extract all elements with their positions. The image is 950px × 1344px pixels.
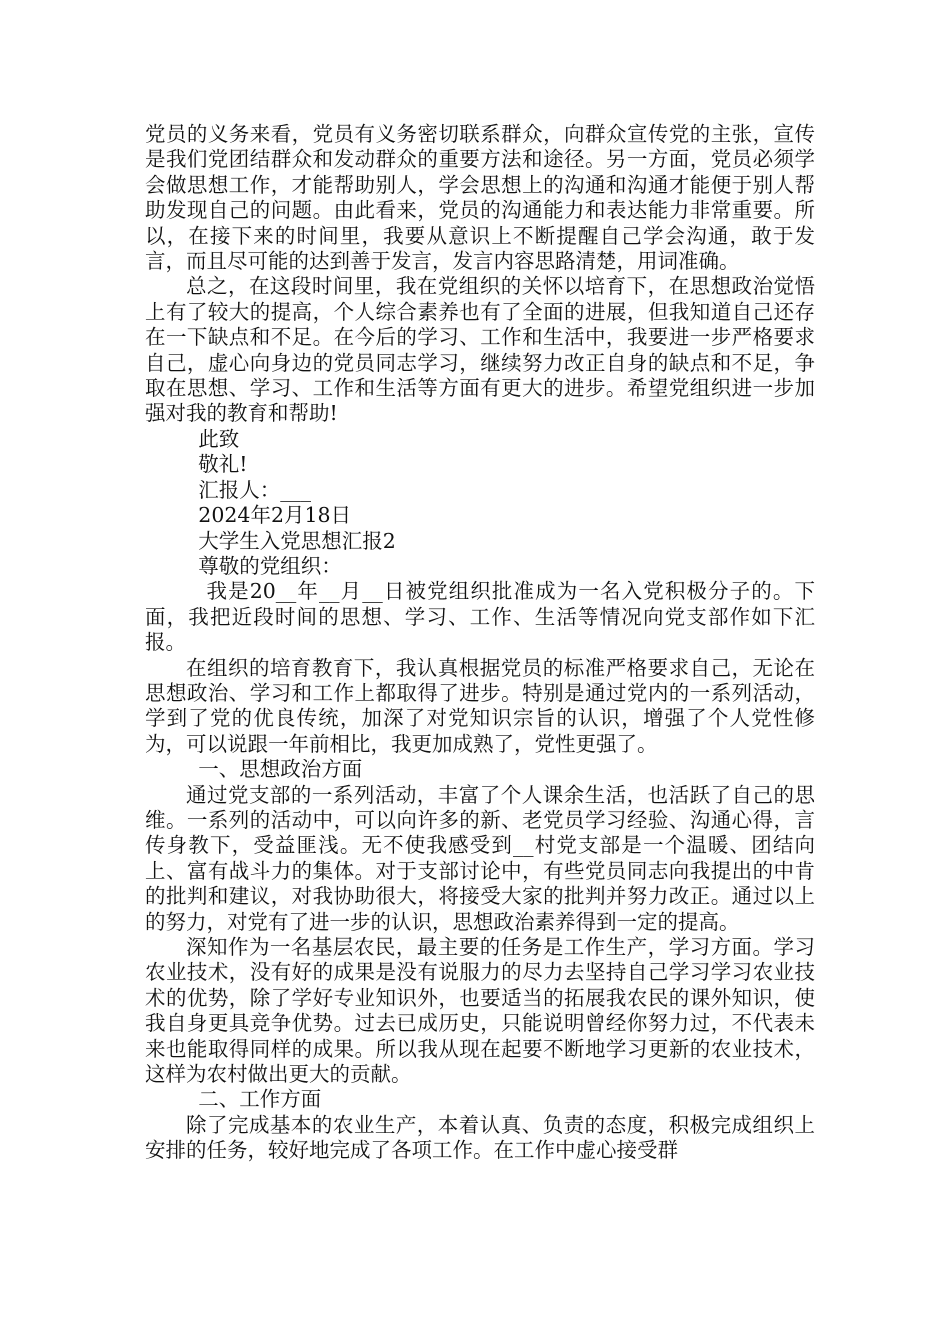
document-page	[145, 122, 815, 1164]
paragraph-work: 除了完成基本的农业生产，本着认真、负责的态度，积极完成组织上安排的任务，较好地完成了各项工作。在工作中虚心接受群	[145, 1112, 815, 1163]
heading-work: 二、工作方面	[198, 1087, 322, 1112]
heading-political: 一、思想政治方面	[198, 757, 363, 782]
reporter-line: 汇报人：___	[198, 477, 312, 502]
paragraph-duty: 党员的义务来看，党员有义务密切联系群众，向群众宣传党的主张，宣传是我们党团结群众和发动群众的重要方法和途径。另一方面，党员必须学会做思想工作，才能帮助别人，学会思想上的沟通和沟通才能便于别人帮助发现自己的问题。由此看来，党员的沟通能力和表达能力非常重要。所以，在接下来的时间里，我要从意识上不断提醒自己学会沟通，敢于发言，而且尽可能的达到善于发言，发言内容思路清楚，用词准确。	[145, 122, 815, 274]
paragraph-summary: 总之，在这段时间里，我在党组织的关怀以培育下，在思想政治觉悟上有了较大的提高，个人综合素养也有了全面的进展，但我知道自己还存在一下缺点和不足。在今后的学习、工作和生活中，我要进一步严格要求自己，虚心向身边的党员同志学习，继续努力改正自身的缺点和不足，争取在思想、学习、工作和生活等方面有更大的进步。希望党组织进一步加强对我的教育和帮助!	[145, 274, 815, 426]
greeting: 尊敬的党组织：	[198, 553, 342, 578]
closing-salutation: 此致	[198, 426, 240, 451]
paragraph-intro: 我是20__年__月__日被党组织批准成为一名入党积极分子的。下面，我把近段时间的思想、学习、工作、生活等情况向党支部作如下汇报。	[145, 579, 815, 655]
paragraph-growth: 在组织的培育教育下，我认真根据党员的标准严格要求自己，无论在思想政治、学习和工作上都取得了进步。特别是通过党内的一系列活动，学到了党的优良传统，加深了对党知识宗旨的认识，增强了个人党性修为，可以说跟一年前相比，我更加成熟了，党性更强了。	[145, 655, 815, 756]
paragraph-study: 深知作为一名基层农民，最主要的任务是工作生产，学习方面。学习农业技术，没有好的成果是没有说服力的尽力去坚持自己学习学习农业技术的优势，除了学好专业知识外，也要适当的拓展我农民的课外知识，使我自身更具竞争优势。过去已成历史，只能说明曾经你努力过，不代表未来也能取得同样的成果。所以我从现在起要不断地学习更新的农业技术，这样为农村做出更大的贡献。	[145, 935, 815, 1087]
closing-regards: 敬礼!	[198, 452, 248, 477]
section-title: 大学生入党思想汇报2	[198, 528, 396, 553]
paragraph-activities: 通过党支部的一系列活动，丰富了个人课余生活，也活跃了自己的思维。一系列的活动中，可以向许多的新、老党员学习经验、沟通心得，言传身教下，受益匪浅。无不使我感受到__村党支部是一个温暖、团结向上、富有战斗力的集体。对于支部讨论中，有些党员同志向我提出的中肯的批判和建议，对我协助很大，将接受大家的批判并努力改正。通过以上的努力，对党有了进一步的认识，思想政治素养得到一定的提高。	[145, 782, 815, 934]
report-date: 2024年2月18日	[198, 503, 352, 528]
